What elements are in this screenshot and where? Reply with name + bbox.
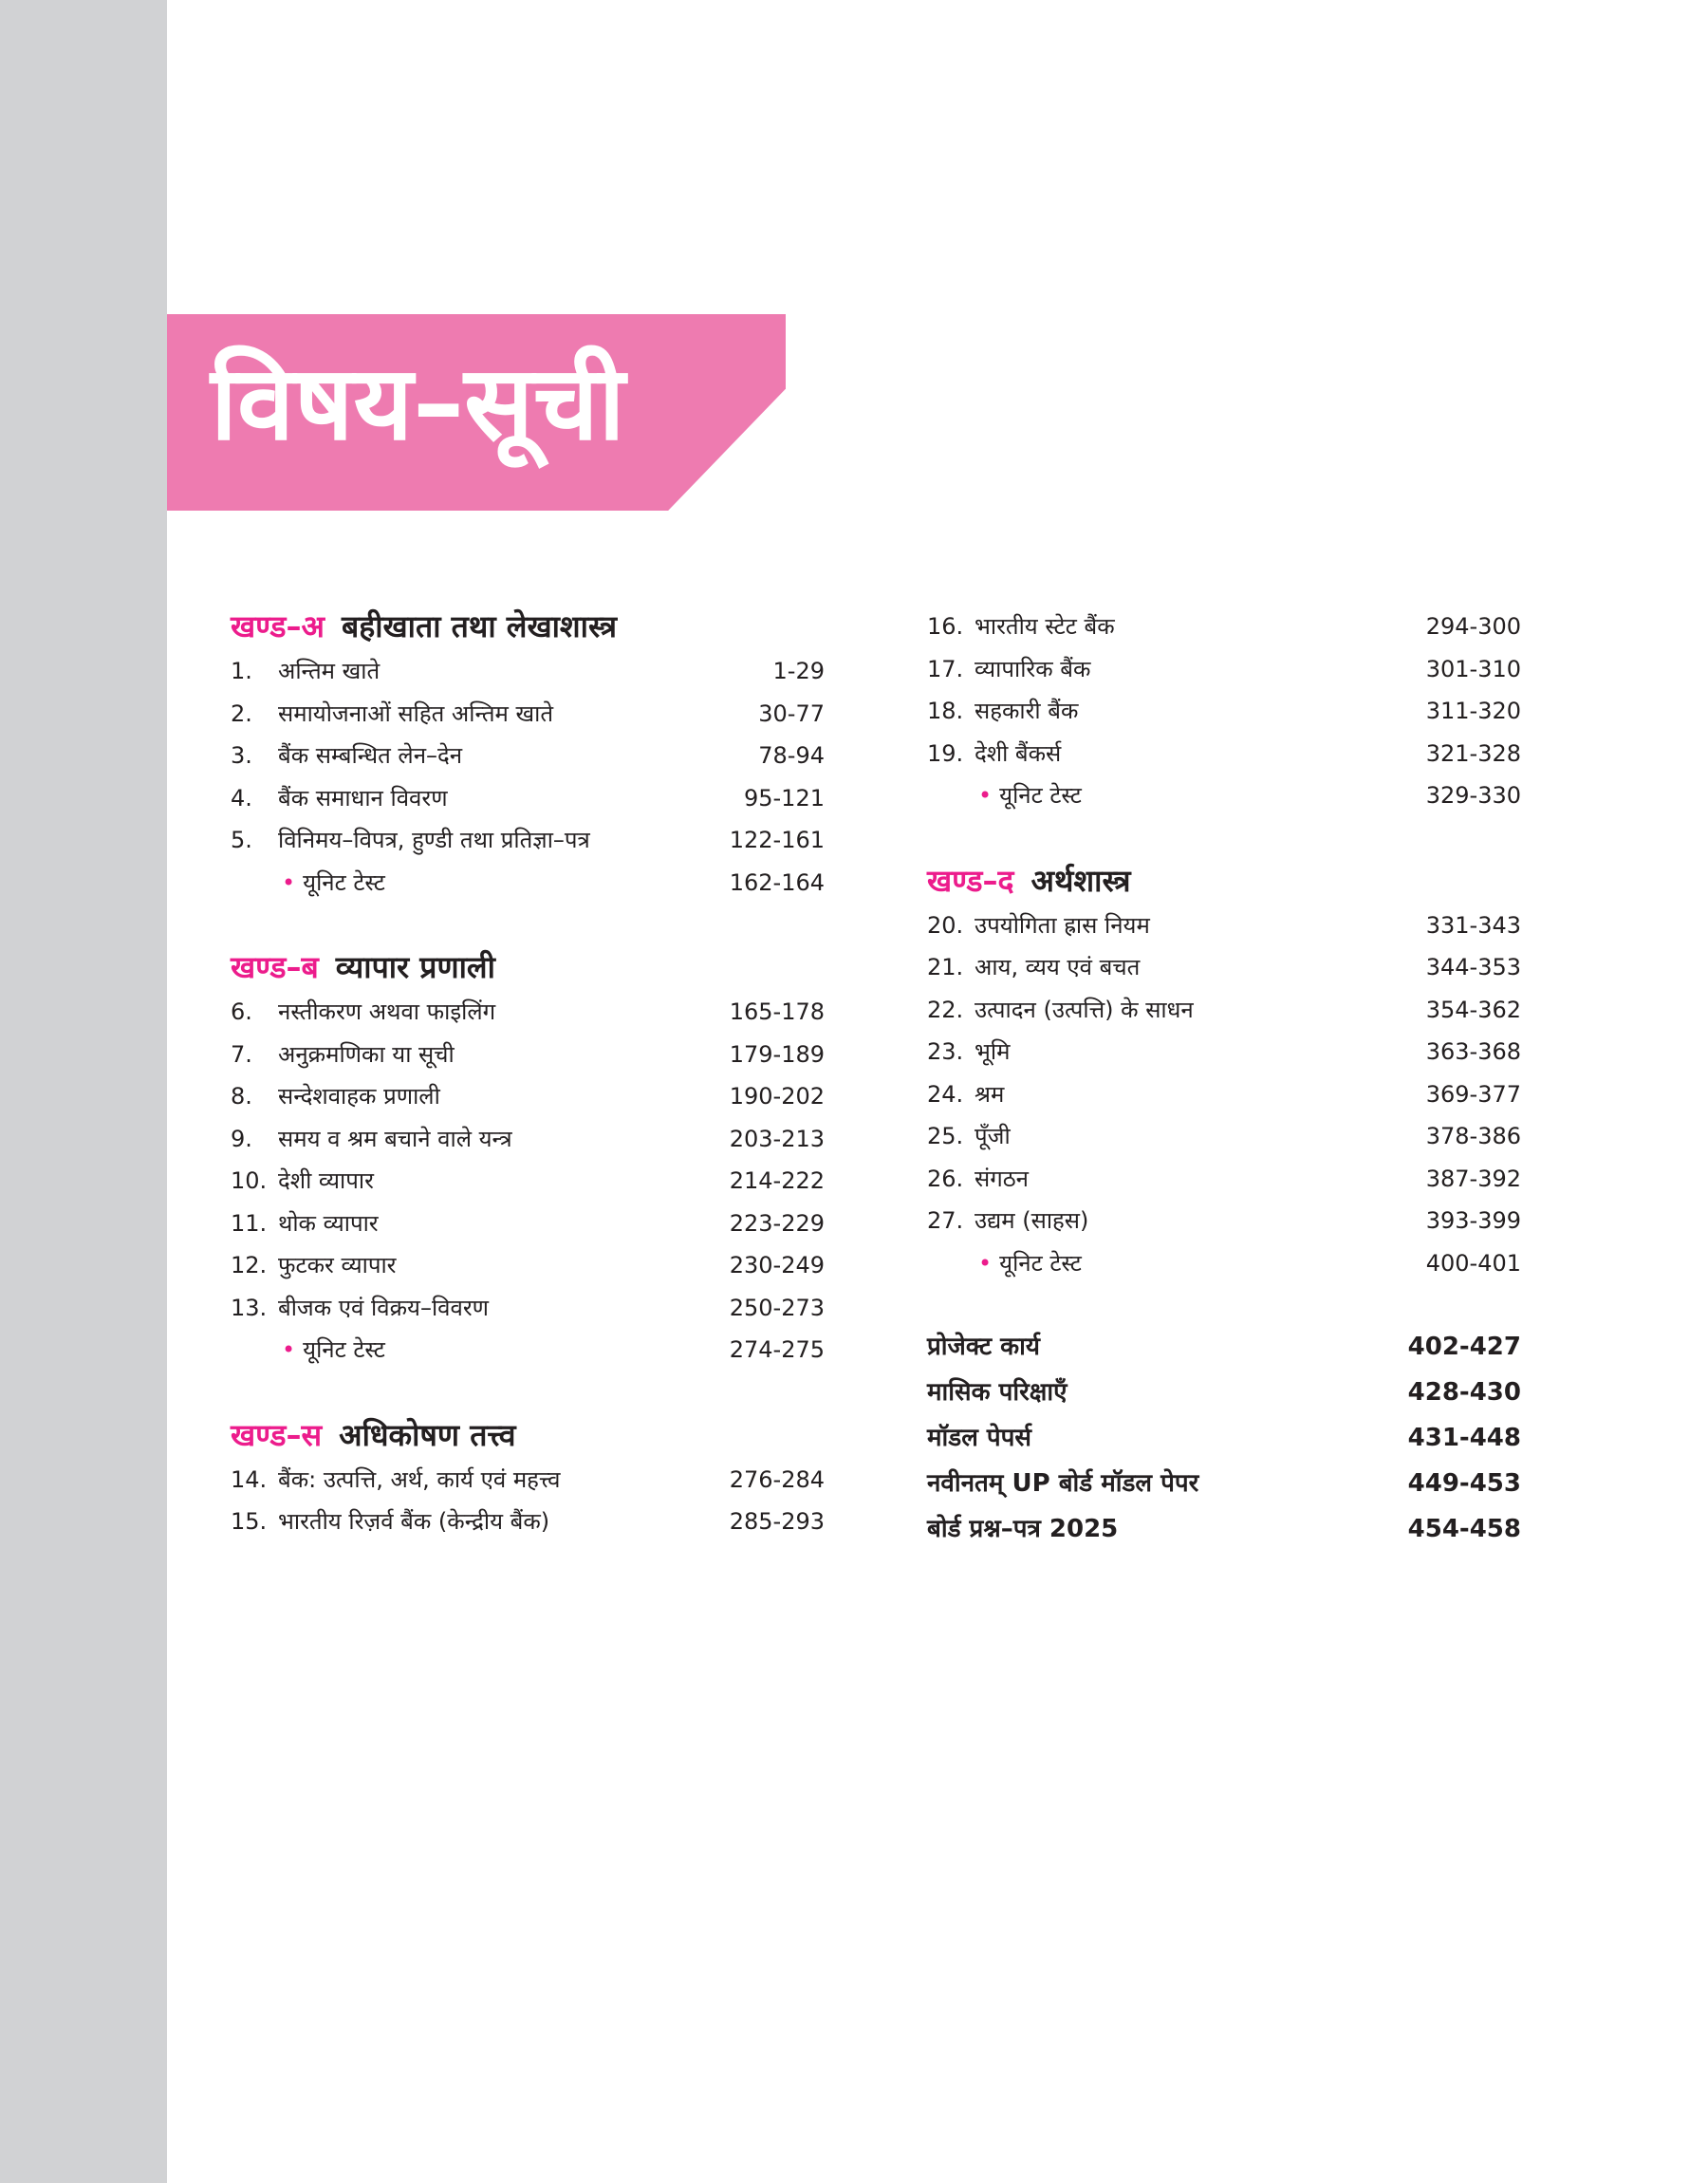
- pink-dot-icon: •: [282, 868, 296, 896]
- extra-row[interactable]: [927, 1324, 1521, 1370]
- chapter-title: देशी व्यापार: [278, 1167, 374, 1194]
- chapter-number: 9.: [231, 1125, 252, 1152]
- chapter-number: 10.: [231, 1167, 268, 1194]
- chapter-number: 23.: [927, 1038, 964, 1065]
- section-title: अर्थशास्त्र: [1030, 862, 1131, 899]
- page-range: 30-77: [758, 700, 825, 727]
- page-range: 363-368: [1425, 1038, 1521, 1065]
- chapter-title: भूमि: [975, 1038, 1011, 1065]
- chapter-number: 6.: [231, 998, 252, 1025]
- page-range: 344-353: [1425, 954, 1521, 980]
- page-range: 165-178: [729, 998, 825, 1025]
- chapter-title: अनुक्रमणिका या सूची: [278, 1040, 455, 1068]
- page-range: 122-161: [729, 827, 825, 853]
- chapter-title: बैंक सम्बन्धित लेन–देन: [278, 742, 463, 769]
- chapter-number: 5.: [231, 827, 252, 853]
- toc-row[interactable]: [231, 1160, 825, 1203]
- toc-row[interactable]: [927, 1031, 1521, 1073]
- section-gap: [231, 1371, 825, 1411]
- extra-title: नवीनतम् UP बोर्ड मॉडल पेपर: [927, 1469, 1199, 1498]
- chapter-title: समायोजनाओं सहित अन्तिम खाते: [278, 700, 554, 727]
- toc-row[interactable]: [927, 733, 1521, 775]
- toc-row[interactable]: [231, 1203, 825, 1245]
- toc-row[interactable]: [231, 650, 825, 693]
- chapter-title: नस्तीकरण अथवा फाइलिंग: [278, 998, 496, 1025]
- section-title: अधिकोषण तत्त्व: [339, 1416, 516, 1453]
- page-range: 1-29: [772, 658, 825, 684]
- page-title: विषय–सूची: [211, 345, 625, 463]
- chapter-title: बैंक समाधान विवरण: [278, 784, 448, 812]
- chapter-title: देशी बैंकर्स: [975, 739, 1062, 767]
- unit-test-row[interactable]: [927, 1242, 1521, 1285]
- chapter-number: 25.: [927, 1123, 964, 1149]
- page-range: 393-399: [1425, 1207, 1521, 1234]
- section-heading-b: [231, 943, 825, 991]
- section-label: खण्ड–अ: [231, 608, 325, 644]
- chapter-title: सहकारी बैंक: [975, 698, 1079, 724]
- extra-title: प्रोजेक्ट कार्य: [927, 1333, 1040, 1361]
- chapter-number: 1.: [231, 658, 252, 684]
- section-heading-a: [231, 603, 825, 650]
- chapter-title: समय व श्रम बचाने वाले यन्त्र: [278, 1125, 512, 1152]
- toc-row[interactable]: [231, 991, 825, 1034]
- extra-row[interactable]: [927, 1415, 1521, 1461]
- page-range: 387-392: [1425, 1165, 1521, 1192]
- page-range: 449-453: [1407, 1469, 1521, 1498]
- unit-test-label: यूनिट टेस्ट: [303, 868, 385, 896]
- page-range: 369-377: [1425, 1080, 1521, 1108]
- page-range: 203-213: [729, 1125, 825, 1152]
- extras-list: [927, 1324, 1521, 1552]
- toc-row[interactable]: [927, 1158, 1521, 1201]
- unit-test-label: यूनिट टेस्ट: [999, 1249, 1082, 1277]
- unit-test-label: यूनिट टेस्ट: [999, 782, 1082, 809]
- page-range: 190-202: [729, 1083, 825, 1110]
- chapter-number: 2.: [231, 700, 252, 727]
- chapter-title: उत्पादन (उत्पत्ति) के साधन: [975, 996, 1194, 1023]
- chapter-number: 19.: [927, 739, 964, 767]
- chapter-title: पूँजी: [975, 1123, 1011, 1149]
- page-range: 274-275: [729, 1336, 825, 1363]
- chapter-number: 12.: [231, 1252, 268, 1278]
- page-range: 329-330: [1425, 782, 1521, 809]
- chapter-number: 17.: [927, 655, 964, 682]
- extra-row[interactable]: [927, 1506, 1521, 1552]
- toc-left-column: [231, 603, 825, 1543]
- chapter-number: 4.: [231, 784, 252, 812]
- toc-row[interactable]: [927, 946, 1521, 989]
- chapter-title: बीजक एवं विक्रय–विवरण: [278, 1294, 490, 1321]
- pink-dot-icon: •: [978, 1249, 993, 1277]
- extra-title: मॉडल पेपर्स: [927, 1424, 1031, 1452]
- toc-row[interactable]: [927, 905, 1521, 947]
- section-gap: [927, 817, 1521, 857]
- toc-row[interactable]: [231, 777, 825, 820]
- pink-dot-icon: •: [978, 782, 993, 809]
- page-range: 321-328: [1425, 739, 1521, 767]
- page-range: 378-386: [1425, 1123, 1521, 1149]
- chapter-title: संगठन: [975, 1165, 1029, 1192]
- page-range: 402-427: [1407, 1333, 1521, 1361]
- toc-row[interactable]: [231, 1244, 825, 1287]
- page-range: 428-430: [1407, 1378, 1521, 1407]
- page-range: 250-273: [729, 1294, 825, 1321]
- pink-dot-icon: •: [282, 1336, 296, 1363]
- toc-row[interactable]: [927, 648, 1521, 691]
- chapter-number: 20.: [927, 911, 964, 939]
- extra-row[interactable]: [927, 1461, 1521, 1506]
- section-title: व्यापार प्रणाली: [335, 949, 495, 985]
- chapter-number: 7.: [231, 1040, 252, 1068]
- section-label: खण्ड–द: [927, 862, 1014, 899]
- section-list-b: [231, 991, 825, 1371]
- section-heading-d: [927, 857, 1521, 905]
- chapter-number: 15.: [231, 1508, 268, 1535]
- chapter-title: अन्तिम खाते: [278, 658, 381, 684]
- page-range: 179-189: [729, 1040, 825, 1068]
- extra-row[interactable]: [927, 1370, 1521, 1415]
- page-range: 301-310: [1425, 655, 1521, 682]
- chapter-number: 21.: [927, 954, 964, 980]
- toc-row[interactable]: [927, 1115, 1521, 1158]
- toc-row[interactable]: [231, 735, 825, 777]
- page-range: 276-284: [729, 1465, 825, 1493]
- unit-test-label: यूनिट टेस्ट: [303, 1336, 385, 1363]
- page-range: 331-343: [1425, 911, 1521, 939]
- chapter-number: 18.: [927, 698, 964, 724]
- section-heading-s: [231, 1411, 825, 1459]
- page-range: 454-458: [1407, 1515, 1521, 1543]
- page-range: 223-229: [729, 1209, 825, 1237]
- chapter-number: 27.: [927, 1207, 964, 1234]
- page-range: 230-249: [729, 1252, 825, 1278]
- section-list-s-part2: [927, 606, 1521, 817]
- section-gap: [231, 904, 825, 943]
- toc-row[interactable]: [231, 819, 825, 862]
- toc-row[interactable]: [231, 1501, 825, 1543]
- unit-test-row[interactable]: [231, 1329, 825, 1371]
- chapter-title: विनिमय–विपत्र, हुण्डी तथा प्रतिज्ञा–पत्र: [278, 827, 590, 853]
- section-title: बहीखाता तथा लेखाशास्त्र: [341, 608, 618, 644]
- chapter-title: उपयोगिता ह्रास नियम: [975, 911, 1150, 939]
- page-range: 285-293: [729, 1508, 825, 1535]
- toc-row[interactable]: [927, 1200, 1521, 1242]
- chapter-number: 11.: [231, 1209, 268, 1237]
- page-range: 95-121: [743, 784, 825, 812]
- toc-row[interactable]: [231, 1459, 825, 1502]
- toc-row[interactable]: [927, 690, 1521, 733]
- page-range: 431-448: [1407, 1424, 1521, 1452]
- chapter-title: उद्यम (साहस): [975, 1207, 1089, 1234]
- page-range: 78-94: [758, 742, 825, 769]
- chapter-title: भारतीय रिज़र्व बैंक (केन्द्रीय बैंक): [278, 1508, 550, 1535]
- toc-row[interactable]: [231, 1287, 825, 1330]
- section-list-d: [927, 905, 1521, 1285]
- chapter-title: श्रम: [975, 1080, 1005, 1108]
- page-edge-strip: [0, 0, 167, 2183]
- chapter-number: 16.: [927, 613, 964, 640]
- section-gap: [927, 1284, 1521, 1324]
- toc-row[interactable]: [231, 693, 825, 736]
- chapter-title: थोक व्यापार: [278, 1209, 379, 1237]
- chapter-title: आय, व्यय एवं बचत: [975, 954, 1141, 980]
- chapter-number: 24.: [927, 1080, 964, 1108]
- page-range: 162-164: [729, 868, 825, 896]
- toc-right-column: [927, 606, 1521, 1552]
- chapter-title: फुटकर व्यापार: [278, 1252, 397, 1278]
- extra-title: बोर्ड प्रश्न–पत्र 2025: [927, 1515, 1119, 1543]
- page-range: 311-320: [1425, 698, 1521, 724]
- toc-row[interactable]: [927, 606, 1521, 648]
- chapter-number: 8.: [231, 1083, 252, 1110]
- section-list-s-part1: [231, 1459, 825, 1543]
- unit-test-row[interactable]: [231, 862, 825, 905]
- chapter-title: व्यापारिक बैंक: [975, 655, 1091, 682]
- chapter-title: बैंक: उत्पत्ति, अर्थ, कार्य एवं महत्त्व: [278, 1465, 561, 1493]
- toc-row[interactable]: [231, 1118, 825, 1161]
- section-label: खण्ड–ब: [231, 949, 319, 985]
- unit-test-row[interactable]: [927, 774, 1521, 817]
- toc-row[interactable]: [231, 1075, 825, 1118]
- page-range: 354-362: [1425, 996, 1521, 1023]
- chapter-number: 26.: [927, 1165, 964, 1192]
- chapter-title: भारतीय स्टेट बैंक: [975, 613, 1115, 640]
- toc-row[interactable]: [927, 1073, 1521, 1116]
- section-label: खण्ड–स: [231, 1416, 323, 1453]
- page-range: 294-300: [1425, 613, 1521, 640]
- chapter-number: 3.: [231, 742, 252, 769]
- section-list-a: [231, 650, 825, 904]
- chapter-title: सन्देशवाहक प्रणाली: [278, 1083, 440, 1110]
- chapter-number: 14.: [231, 1465, 268, 1493]
- chapter-number: 13.: [231, 1294, 268, 1321]
- extra-title: मासिक परिक्षाएँ: [927, 1378, 1068, 1407]
- chapter-number: 22.: [927, 996, 964, 1023]
- page-range: 214-222: [729, 1167, 825, 1194]
- toc-row[interactable]: [927, 989, 1521, 1032]
- toc-row[interactable]: [231, 1034, 825, 1076]
- page-range: 400-401: [1425, 1249, 1521, 1277]
